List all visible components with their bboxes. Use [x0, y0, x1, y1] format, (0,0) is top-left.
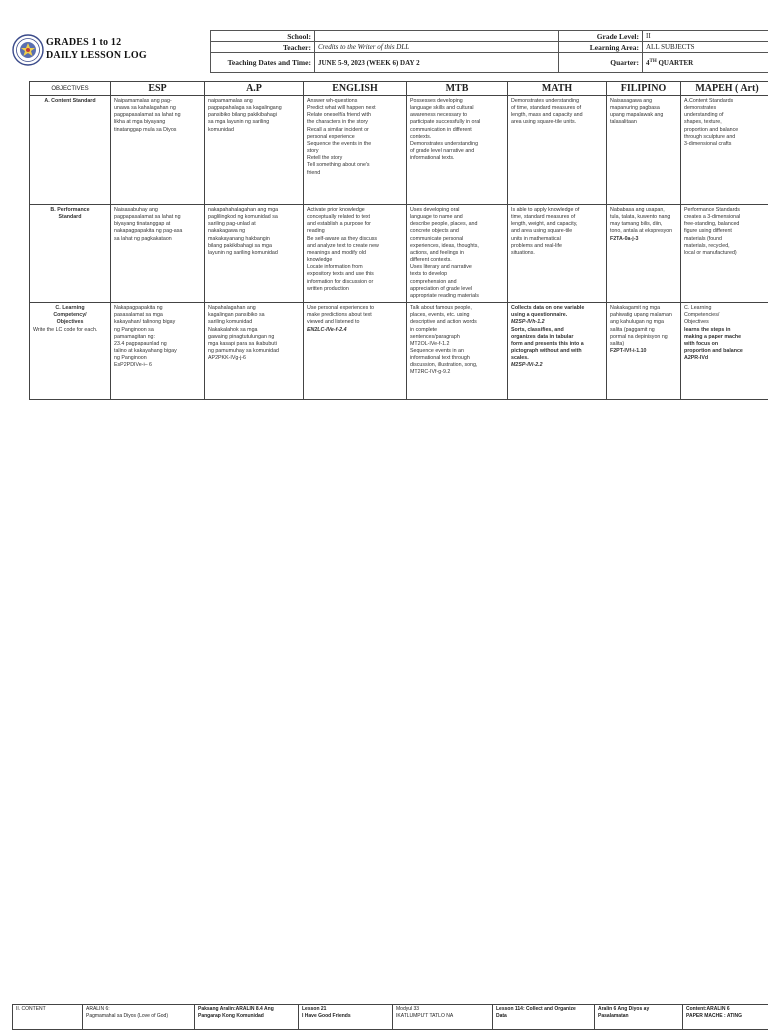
cell-line: tinatanggap mula sa Diyos: [114, 127, 201, 134]
cell-line: of time, standard measures of: [511, 105, 603, 112]
cell-line: descriptive and action words: [410, 319, 504, 326]
cell-line: Pangarap Kong Komunidad: [198, 1013, 295, 1020]
cell-content-mtb[interactable]: [407, 96, 508, 205]
cell-line: 23.4 pagpapaunlad ng: [114, 341, 201, 348]
cell-line: makakayanang hakbangin: [208, 236, 300, 243]
cell-line: pasasalamat sa mga: [114, 312, 201, 319]
teacher-label: Teacher:: [211, 42, 315, 53]
cell-line: creates a 3-dimensional: [684, 214, 768, 221]
cell-content-filipino[interactable]: [607, 96, 681, 205]
cell-line: Aralin 6 Ang Diyos ay: [598, 1006, 679, 1013]
cell-line: PAPER MACHE : ATING: [686, 1013, 768, 1020]
learning-area-value[interactable]: ALL SUBJECTS: [643, 42, 768, 53]
cell-line: Retell the story: [307, 155, 403, 162]
col-header-math: MATH: [508, 82, 607, 96]
cell-line: form and presents this into a: [511, 341, 603, 348]
cell-line: nakapagpapakita ng pag-asa: [114, 228, 201, 235]
cell-line: IKATLUMPU'T TATLO NA: [396, 1013, 489, 1020]
cell-line: Nababasa ang usapan,: [610, 207, 677, 214]
cell-competency-esp[interactable]: [111, 303, 205, 400]
cell-line: organizes data in tabular: [511, 334, 603, 341]
cell-line: discussion, illustration, song,: [410, 362, 504, 369]
subject-header-row: [30, 82, 768, 96]
cell-line: kagalingan pansibiko sa: [208, 312, 300, 319]
cell-competency-mapeh[interactable]: [681, 303, 768, 400]
row-label-line: B. Performance: [33, 207, 107, 214]
cell-line: Answer wh-questions: [307, 98, 403, 105]
cell-line: pamamagitan ng:: [114, 334, 201, 341]
cell-line: Lesson 114: Collect and Organize: [496, 1006, 591, 1013]
cell-line: area using square-tile units.: [511, 119, 603, 126]
bottom-cell-filipino[interactable]: [595, 1005, 683, 1030]
cell-line: pormal na depinisyon ng: [610, 334, 677, 341]
cell-line: Possesses developing: [410, 98, 504, 105]
cell-competency-english[interactable]: [304, 303, 407, 400]
cell-line: reading: [307, 228, 403, 235]
cell-line: participate successfully in oral: [410, 119, 504, 126]
cell-line: mga kasapi para sa ikabubuti: [208, 341, 300, 348]
cell-line: kakayahan/ talinong bigay: [114, 319, 201, 326]
cell-line: free-standing, balanced: [684, 221, 768, 228]
cell-line: AP2PKK-IVg-j-6: [208, 355, 300, 362]
cell-line: appropriate reading materials: [410, 293, 504, 300]
school-value[interactable]: [315, 31, 559, 42]
cell-line: contexts.: [410, 134, 504, 141]
cell-line: informational text through: [410, 355, 504, 362]
cell-line: ng Panginoon sa: [114, 327, 201, 334]
row-label-line: Standard: [33, 214, 107, 221]
cell-line: awareness necessary to: [410, 112, 504, 119]
cell-line: length, weight, and capacity,: [511, 221, 603, 228]
cell-line: concrete objects and: [410, 228, 504, 235]
bottom-cell-esp[interactable]: [83, 1005, 195, 1030]
cell-line: Is able to apply knowledge of: [511, 207, 603, 214]
cell-line: Content:ARALIN 6: [686, 1006, 768, 1013]
bottom-cell-math[interactable]: [493, 1005, 595, 1030]
cell-line: tula, talata, kuwento nang: [610, 214, 677, 221]
cell-line: layunin ng sariling komunidad: [208, 250, 300, 257]
cell-line: understanding of: [684, 112, 768, 119]
header-info-table: [210, 30, 768, 73]
cell-line: proportion and balance: [684, 348, 768, 355]
cell-line: appreciation of grade level: [410, 286, 504, 293]
row-label-learning-competency: [30, 303, 111, 400]
cell-competency-filipino[interactable]: [607, 303, 681, 400]
cell-line: Nakapagpapakita ng: [114, 305, 201, 312]
cell-line: time, standard measures of: [511, 214, 603, 221]
cell-line: and establish a purpose for: [307, 221, 403, 228]
cell-line: experiences, ideas, thoughts,: [410, 243, 504, 250]
cell-line: meanings and modify old: [307, 250, 403, 257]
cell-line: M2SP-IVi-2.2: [511, 362, 603, 369]
cell-line: paglilingkod ng komunidad sa: [208, 214, 300, 221]
cell-content-mapeh[interactable]: [681, 96, 768, 205]
cell-line: Nakakalahok sa mga: [208, 327, 300, 334]
cell-line: demonstrates: [684, 105, 768, 112]
cell-line: Paksang Aralin:ARALIN 8.4 Ang: [198, 1006, 295, 1013]
cell-content-english[interactable]: [304, 96, 407, 205]
document-title: [46, 36, 147, 62]
cell-line: through sculpture and: [684, 134, 768, 141]
cell-line: talino at kakayahang bigay: [114, 348, 201, 355]
cell-line: Uses developing oral: [410, 207, 504, 214]
cell-line: naipamamalas ang: [208, 98, 300, 105]
col-header-esp: ESP: [111, 82, 205, 96]
cell-performance-esp[interactable]: [111, 205, 205, 303]
cell-line: Nakakagamit ng mga: [610, 305, 677, 312]
cell-line: different contexts.: [410, 257, 504, 264]
cell-line: Sequence the events in the: [307, 141, 403, 148]
cell-line: Pasalamatan: [598, 1013, 679, 1020]
lesson-log-table: [29, 81, 768, 400]
cell-line: pictograph without and with: [511, 348, 603, 355]
row-label-content: [13, 1005, 83, 1030]
cell-line: of grade level narrative and: [410, 148, 504, 155]
cell-performance-ap[interactable]: [205, 205, 304, 303]
cell-line: C. Learning: [684, 305, 768, 312]
cell-line: length, mass and capacity and: [511, 112, 603, 119]
cell-line: sariling pag-unlad at: [208, 221, 300, 228]
cell-line: materials (found: [684, 236, 768, 243]
teacher-value[interactable]: Credits to the Writer of this DLL: [315, 42, 559, 53]
cell-line: Tell something about one's: [307, 162, 403, 169]
cell-performance-mapeh[interactable]: [681, 205, 768, 303]
cell-line: written production: [307, 286, 403, 293]
cell-line: personal experience: [307, 134, 403, 141]
cell-line: in complete: [410, 327, 504, 334]
cell-line: nakapahahalagahan ang mga: [208, 207, 300, 214]
grade-level-label: Grade Level:: [559, 31, 643, 42]
cell-line: and analyze text to create new: [307, 243, 403, 250]
cell-line: communication in different: [410, 127, 504, 134]
cell-line: 3-dimensional crafts: [684, 141, 768, 148]
cell-competency-math[interactable]: [508, 303, 607, 400]
teaching-dates-value[interactable]: JUNE 5-9, 2023 (WEEK 6) DAY 2: [315, 53, 559, 73]
cell-line: Sequence events in an: [410, 348, 504, 355]
title-grades: GRADES 1 to 12: [46, 36, 147, 49]
cell-line: A2PR-IVd: [684, 355, 768, 362]
school-label: School:: [211, 31, 315, 42]
cell-line: using a questionnaire.: [511, 312, 603, 319]
cell-line: information for discussion or: [307, 279, 403, 286]
quarter-value[interactable]: [643, 53, 768, 73]
objectives-header: OBJECTIVES: [30, 82, 111, 96]
cell-line: figure using different: [684, 228, 768, 235]
bottom-cell-english[interactable]: [299, 1005, 393, 1030]
cell-line: Performance Standards: [684, 207, 768, 214]
cell-line: knowledge: [307, 257, 403, 264]
col-header-english: ENGLISH: [304, 82, 407, 96]
quarter-label: Quarter:: [559, 53, 643, 73]
cell-line: and area using square-tile: [511, 228, 603, 235]
cell-performance-english[interactable]: [304, 205, 407, 303]
content-label: II. CONTENT: [16, 1006, 79, 1013]
cell-line: F2TA-0a-j-3: [610, 236, 677, 243]
cell-line: units in mathematical: [511, 236, 603, 243]
cell-line: bilang pakikibahagi sa mga: [208, 243, 300, 250]
bottom-cell-ap[interactable]: [195, 1005, 299, 1030]
cell-line: MT2RC-IVf-g-9.2: [410, 369, 504, 376]
learning-area-label: Learning Area:: [559, 42, 643, 53]
cell-performance-filipino[interactable]: [607, 205, 681, 303]
cell-line: ang kahulugan ng mga: [610, 319, 677, 326]
cell-line: Objectives: [684, 319, 768, 326]
cell-line: M2SP-IVh-1.2: [511, 319, 603, 326]
cell-line: Recall a similar incident or: [307, 127, 403, 134]
cell-line: communicate personal: [410, 236, 504, 243]
cell-line: Relate oneself/a friend with: [307, 112, 403, 119]
cell-line: situations.: [511, 250, 603, 257]
content-standard-row: [30, 96, 768, 205]
row-label-line: C. Learning: [33, 305, 107, 312]
cell-line: Uses literary and narrative: [410, 264, 504, 271]
cell-line: make predictions about text: [307, 312, 403, 319]
cell-line: problems and real-life: [511, 243, 603, 250]
cell-line: tono, antala at ekspresyon: [610, 228, 677, 235]
quarter-word: QUARTER: [657, 59, 694, 67]
grade-level-value[interactable]: II: [643, 31, 768, 42]
cell-line: pagpapasalamat sa lahat ng: [114, 112, 201, 119]
cell-line: MT2OL-IVe-f-1.2: [410, 341, 504, 348]
title-daily-lesson-log: DAILY LESSON LOG: [46, 49, 147, 62]
cell-competency-mtb[interactable]: [407, 303, 508, 400]
cell-line: Napahalagahan ang: [208, 305, 300, 312]
cell-performance-mtb[interactable]: [407, 205, 508, 303]
cell-content-ap[interactable]: [205, 96, 304, 205]
content-row: [13, 1005, 768, 1030]
cell-line: sentences/paragraph: [410, 334, 504, 341]
cell-line: pagpapahalaga sa kagalingang: [208, 105, 300, 112]
cell-line: salita): [610, 341, 677, 348]
cell-line: pagpapasalamat sa lahat ng: [114, 214, 201, 221]
cell-line: making a paper mache: [684, 334, 768, 341]
bottom-cell-mtb[interactable]: [393, 1005, 493, 1030]
cell-line: language to name and: [410, 214, 504, 221]
cell-line: comprehension and: [410, 279, 504, 286]
cell-line: nakakagawa ng: [208, 228, 300, 235]
learning-competency-row: [30, 303, 768, 400]
cell-line: Be self-aware as they discuss: [307, 236, 403, 243]
cell-competency-ap[interactable]: [205, 303, 304, 400]
row-label-content-standard: A. Content Standard: [30, 96, 111, 205]
cell-line: shapes, texture,: [684, 119, 768, 126]
cell-line: Naisasabuhay ang: [114, 207, 201, 214]
cell-line: actions, and feelings in: [410, 250, 504, 257]
cell-line: sa lahat ng pagkakataon: [114, 236, 201, 243]
row-label-instruction: Write the LC code for each.: [33, 327, 107, 334]
cell-line: pansibiko bilang pakikibahagi: [208, 112, 300, 119]
cell-line: Activate prior knowledge: [307, 207, 403, 214]
cell-line: mapanuring pagbasa: [610, 105, 677, 112]
cell-line: scales.: [511, 355, 603, 362]
cell-line: informational texts.: [410, 155, 504, 162]
row-label-performance-standard: [30, 205, 111, 303]
cell-line: likha at mga biyayang: [114, 119, 201, 126]
cell-content-esp[interactable]: [111, 96, 205, 205]
cell-line: Pagmamahal sa Diyos (Love of God): [86, 1013, 191, 1020]
cell-line: the characters in the story: [307, 119, 403, 126]
cell-line: Naipamamalas ang pag-: [114, 98, 201, 105]
cell-line: language skills and cultural: [410, 105, 504, 112]
cell-line: Naisasagawa ang: [610, 98, 677, 105]
col-header-filipino: FILIPINO: [607, 82, 681, 96]
cell-line: komunidad: [208, 127, 300, 134]
cell-line: sa mga layunin ng sariling: [208, 119, 300, 126]
cell-line: gawaing pinagtutulungan ng: [208, 334, 300, 341]
col-header-mtb: MTB: [407, 82, 508, 96]
cell-line: Demonstrates understanding: [410, 141, 504, 148]
cell-line: Use personal experiences to: [307, 305, 403, 312]
cell-line: Lesson 21: [302, 1006, 389, 1013]
cell-line: talasalitaan: [610, 119, 677, 126]
cell-line: Modyul 33: [396, 1006, 489, 1013]
cell-line: texts to develop: [410, 271, 504, 278]
cell-line: biyayang tinatanggap at: [114, 221, 201, 228]
performance-standard-row: [30, 205, 768, 303]
row-label-line: Competency/: [33, 312, 107, 319]
cell-line: conceptually related to text: [307, 214, 403, 221]
cell-line: viewed and listened to: [307, 319, 403, 326]
cell-line: Data: [496, 1013, 591, 1020]
cell-line: ng Panginoon: [114, 355, 201, 362]
cell-line: sariling komunidad: [208, 319, 300, 326]
cell-line: Talk about famous people,: [410, 305, 504, 312]
cell-line: describe people, places, and: [410, 221, 504, 228]
cell-line: learns the steps in: [684, 327, 768, 334]
cell-line: pahiwatig upang malaman: [610, 312, 677, 319]
cell-line: A.Content Standards: [684, 98, 768, 105]
cell-line: may tamang bilis, diin,: [610, 221, 677, 228]
cell-line: Predict what will happen next: [307, 105, 403, 112]
col-header-mapeh: MAPEH ( Art): [681, 82, 768, 96]
quarter-number: 4: [646, 59, 650, 67]
cell-line: EN2LC-IVe-f-2.4: [307, 327, 403, 334]
cell-line: salita (paggamit ng: [610, 327, 677, 334]
cell-line: Demonstrates understanding: [511, 98, 603, 105]
deped-seal-icon: [12, 34, 44, 66]
cell-line: Competencies/: [684, 312, 768, 319]
row-label-line: Objectives: [33, 319, 107, 326]
cell-line: places, events, etc. using: [410, 312, 504, 319]
cell-line: F2PT-IVf-i-1.10: [610, 348, 677, 355]
cell-line: Collects data on one variable: [511, 305, 603, 312]
cell-line: ng pamumuhay sa komunidad: [208, 348, 300, 355]
cell-line: Sorts, classifies, and: [511, 327, 603, 334]
cell-content-math[interactable]: [508, 96, 607, 205]
col-header-ap: A.P: [205, 82, 304, 96]
cell-line: story: [307, 148, 403, 155]
teaching-dates-label: Teaching Dates and Time:: [211, 53, 315, 73]
cell-line: materials, recycled,: [684, 243, 768, 250]
cell-line: expository texts and use this: [307, 271, 403, 278]
cell-line: upang mapalawak ang: [610, 112, 677, 119]
cell-line: Locate information from: [307, 264, 403, 271]
cell-line: with focus on: [684, 341, 768, 348]
cell-line: local or manufactured): [684, 250, 768, 257]
cell-line: friend: [307, 170, 403, 177]
quarter-suffix: TH: [650, 59, 657, 64]
cell-line: ARALIN 6:: [86, 1006, 191, 1013]
cell-line: EsP2PDIVe-i– 6: [114, 362, 201, 369]
cell-line: I Have Good Friends: [302, 1013, 389, 1020]
content-row-table: [12, 1004, 768, 1030]
cell-performance-math[interactable]: [508, 205, 607, 303]
cell-line: unawa sa kahalagahan ng: [114, 105, 201, 112]
bottom-cell-mapeh[interactable]: [683, 1005, 768, 1030]
cell-line: proportion and balance: [684, 127, 768, 134]
